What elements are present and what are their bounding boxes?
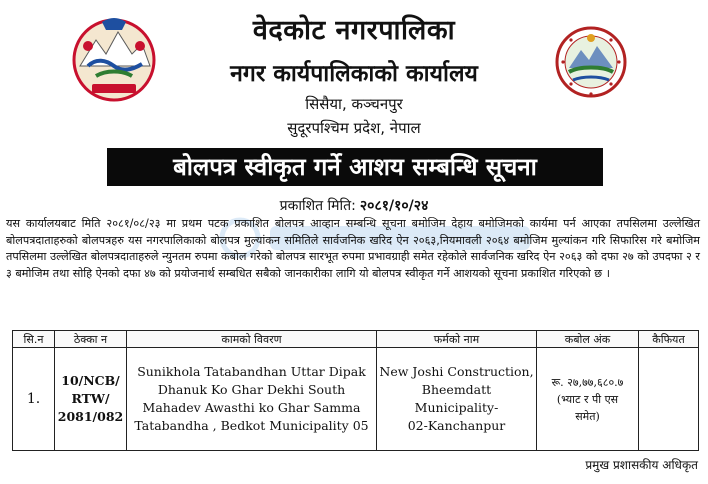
- cell-firm-name: [377, 348, 537, 451]
- header-contract-no: ठेक्का न: [55, 331, 127, 348]
- header-serial: सि.न: [13, 331, 55, 348]
- header-bid-amount: कबोल अंक: [537, 331, 639, 348]
- bid-line: समेत): [575, 409, 600, 423]
- signature-title: प्रमुख प्रशासकीय अधिकृत: [585, 458, 698, 472]
- work-line: Sunikhola Tatabandhan Uttar Dipak: [137, 364, 366, 379]
- table-header-row: [13, 331, 699, 348]
- contract-no-line: 10/NCB/: [61, 373, 120, 388]
- firm-line: Bheemdatt Municipality-: [414, 382, 499, 415]
- notice-banner-title: बोलपत्र स्वीकृत गर्ने आशय सम्बन्धि सूचना: [107, 148, 603, 186]
- cell-bid-amount: [537, 348, 639, 451]
- cell-remarks: [639, 348, 699, 451]
- work-line: Dhanuk Ko Ghar Dekhi South: [157, 382, 346, 397]
- municipality-title: वेदकोट नगरपालिका: [252, 15, 456, 46]
- notice-body-paragraph: यस कार्यालयबाट मिति २०८१/०८/२३ मा प्रथम पटक प्रकाशित बोलपत्र आव्हान सम्बन्धि सूचना बमोजिम देहाय बमोजिमको कार्यमा पर्न आएका तपसिलमा उल्लेखित बोलपत्रदाताहरुको बोलपत्रहरु यस नगरपालिकाको बोलपत्र मुल्यांकन समितिले सार्वजनिक खरिद ऐन २०६३,नियमावली २०६४ बमोजिम मुल्यांकन गरि सिफारिस गरे बमोजिम तपसिलमा उल्लेखित बोलपत्रदाताहरुले न्युनतम रुपमा कबोल गरेको बोलपत्र सारभूत रुपमा प्रभावग्राही समेत रहेकोले सार्वजनिक खरिद ऐन २०६३ को दफा २७ को उपदफा २ र ३ बमोजिम तथा सोहि ऐनको दफा ४७ को प्रयोजनार्थ सम्बधित सबैको जानकारीका लागि यो बोलपत्र स्वीकृत गर्ने आशयको सूचना प्रकाशित गरिएको छ ।: [6, 217, 700, 281]
- firm-line: New Joshi Construction,: [379, 364, 534, 379]
- publication-date-value: २०८१/१०/२४: [359, 198, 429, 214]
- awarded-bids-table: [12, 330, 699, 451]
- bid-line: रू. २७,७७,६८०.७: [551, 375, 624, 389]
- cell-serial: 1.: [13, 348, 55, 451]
- header-remarks: कैफियत: [639, 331, 699, 348]
- address-line-2: सुदूरपश्चिम प्रदेश, नेपाल: [287, 119, 421, 137]
- cell-contract-no: [55, 348, 127, 451]
- publication-date-label: प्रकाशित मिति:: [279, 198, 356, 214]
- office-title: नगर कार्यपालिकाको कार्यालय: [230, 61, 478, 87]
- header-work-description: कामको विवरण: [127, 331, 377, 348]
- cell-work-description: [127, 348, 377, 451]
- work-line: Tatabandha , Bedkot Municipality 05: [134, 418, 369, 433]
- bid-line: (भ्याट र पी एस: [556, 392, 619, 406]
- work-line: Mahadev Awasthi ko Ghar Samma: [142, 400, 361, 415]
- header-firm-name: फर्मको नाम: [377, 331, 537, 348]
- address-line-1: सिसैया, कञ्चनपुर: [305, 95, 403, 113]
- contract-no-line: 2081/082: [57, 409, 124, 424]
- table-row: [13, 348, 699, 451]
- publication-date-line: [0, 196, 708, 215]
- firm-line: 02-Kanchanpur: [407, 418, 506, 433]
- contract-no-line: RTW/: [71, 391, 110, 406]
